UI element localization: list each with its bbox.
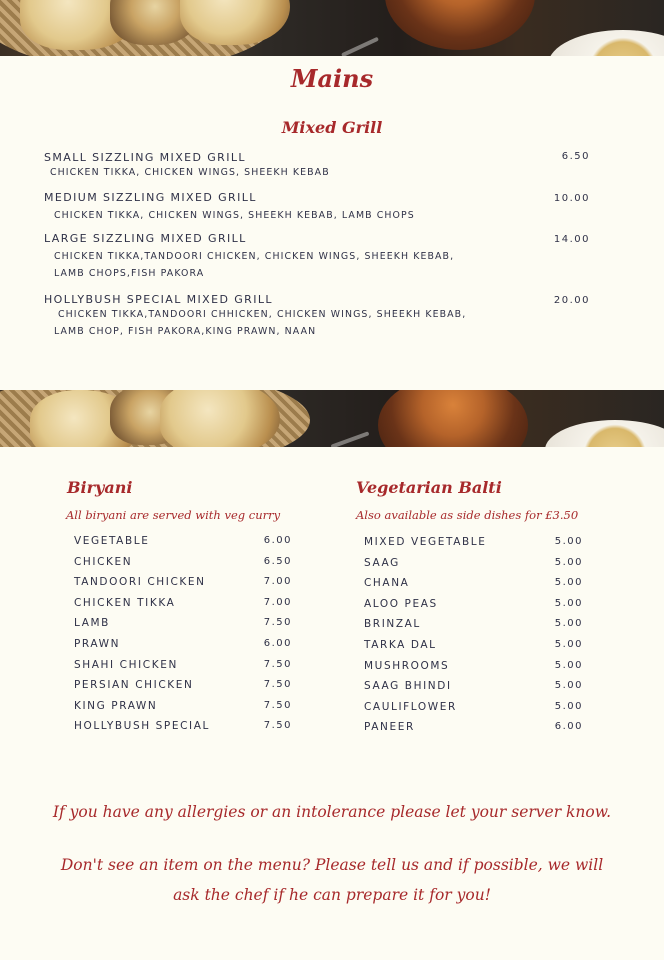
item-name: TANDOORI CHICKEN [74,576,206,589]
item-name: HOLLYBUSH SPECIAL [74,720,210,733]
item-price: 14.00 [553,234,590,245]
list-item [74,720,292,741]
list-item [74,576,292,597]
vegetarian-balti-heading: Vegetarian Balti [356,478,502,497]
item-price: 5.00 [554,659,583,671]
list-item [74,556,292,577]
item-price: 20.00 [553,295,590,306]
item-price: 10.00 [553,193,590,204]
item-name: LAMB [74,617,110,630]
item-name: SHAHI CHICKEN [74,658,178,671]
menu-request-notice-line-1: Don't see an item on the menu? Please tell us and if possible, we will [60,856,604,874]
item-price: 6.00 [554,721,583,733]
item-price: 7.50 [263,617,292,629]
item-name: ALOO PEAS [364,597,438,610]
menu-item-large-mixed-grill [44,232,604,282]
item-name: KING PRAWN [74,699,158,712]
menu-request-notice-line-2: ask the chef if he can prepare it for you! [173,886,491,904]
item-price: 6.50 [561,151,590,162]
list-item [364,680,583,701]
list-item [364,721,583,742]
menu-item-medium-mixed-grill [44,191,604,224]
item-name: PANEER [364,721,415,734]
item-price: 6.00 [263,535,292,546]
item-name: MEDIUM SIZZLING MIXED GRILL [44,191,257,204]
item-name: CHICKEN [74,555,133,568]
item-name: VEGETABLE [74,535,150,547]
biryani-list [74,535,292,741]
list-item [364,536,583,557]
item-name: CAULIFLOWER [364,700,457,713]
list-item [74,638,292,659]
mixed-grill-heading: Mixed Grill [281,118,383,137]
item-price: 6.50 [263,555,292,567]
list-item [364,618,583,639]
allergy-notice: If you have any allergies or an intolerance please let your server know. [52,803,612,821]
list-item [74,535,292,556]
list-item [74,597,292,618]
item-name: SAAG [364,556,400,569]
biryani-heading: Biryani [67,478,133,497]
list-item [364,660,583,681]
item-description: CHICKEN TIKKA,TANDOORI CHICKEN, CHICKEN WINGS, SHEEKH KEBAB, [54,251,455,262]
item-price: 7.00 [263,576,292,588]
item-description: LAMB CHOPS,FISH PAKORA [54,268,205,279]
item-description: CHICKEN TIKKA, CHICKEN WINGS, SHEEKH KEBAB, LAMB CHOPS [54,210,415,221]
item-name: HOLLYBUSH SPECIAL MIXED GRILL [44,293,273,306]
food-photo-banner-middle [0,390,664,447]
item-price: 6.00 [263,637,292,649]
item-name: PRAWN [74,637,121,650]
item-price: 5.00 [554,556,583,568]
list-item [364,598,583,619]
vegetarian-balti-note: Also available as side dishes for £3.50 [356,508,579,522]
biryani-note: All biryani are served with veg curry [66,508,281,522]
item-name: LARGE SIZZLING MIXED GRILL [44,232,247,245]
item-name: MUSHROOMS [364,659,450,672]
item-description: LAMB CHOP, FISH PAKORA,KING PRAWN, NAAN [54,326,317,337]
item-price: 7.50 [263,699,292,711]
list-item [364,639,583,660]
item-price: 7.00 [263,596,292,608]
list-item [364,557,583,578]
list-item [74,679,292,700]
item-price: 5.00 [554,680,583,692]
item-price: 5.00 [554,618,583,630]
list-item [74,617,292,638]
item-price: 5.00 [554,577,583,589]
item-price: 7.50 [263,658,292,670]
item-price: 7.50 [263,720,292,732]
vegetarian-balti-list [364,536,583,742]
menu-item-small-mixed-grill [44,151,604,181]
item-name: PERSIAN CHICKEN [74,679,194,692]
list-item [74,700,292,721]
item-price: 5.00 [554,700,583,712]
item-name: TARKA DAL [364,638,437,651]
item-price: 5.00 [554,597,583,609]
item-name: CHANA [364,577,410,590]
item-description: CHICKEN TIKKA, CHICKEN WINGS, SHEEKH KEBAB [50,167,330,178]
food-photo-banner-top [0,0,664,56]
list-item [364,701,583,722]
item-name: MIXED VEGETABLE [364,536,487,548]
item-name: CHICKEN TIKKA [74,596,176,609]
page-title: Mains [290,64,374,93]
item-price: 5.00 [554,536,583,547]
item-price: 5.00 [554,638,583,650]
item-description: CHICKEN TIKKA,TANDOORI CHHICKEN, CHICKEN WINGS, SHEEKH KEBAB, [58,309,467,320]
list-item [364,577,583,598]
menu-item-hollybush-special-mixed-grill [44,293,604,340]
item-name: BRINZAL [364,618,421,631]
list-item [74,659,292,680]
item-price: 7.50 [263,679,292,691]
item-name: SMALL SIZZLING MIXED GRILL [44,151,246,164]
item-name: SAAG BHINDI [364,680,452,693]
